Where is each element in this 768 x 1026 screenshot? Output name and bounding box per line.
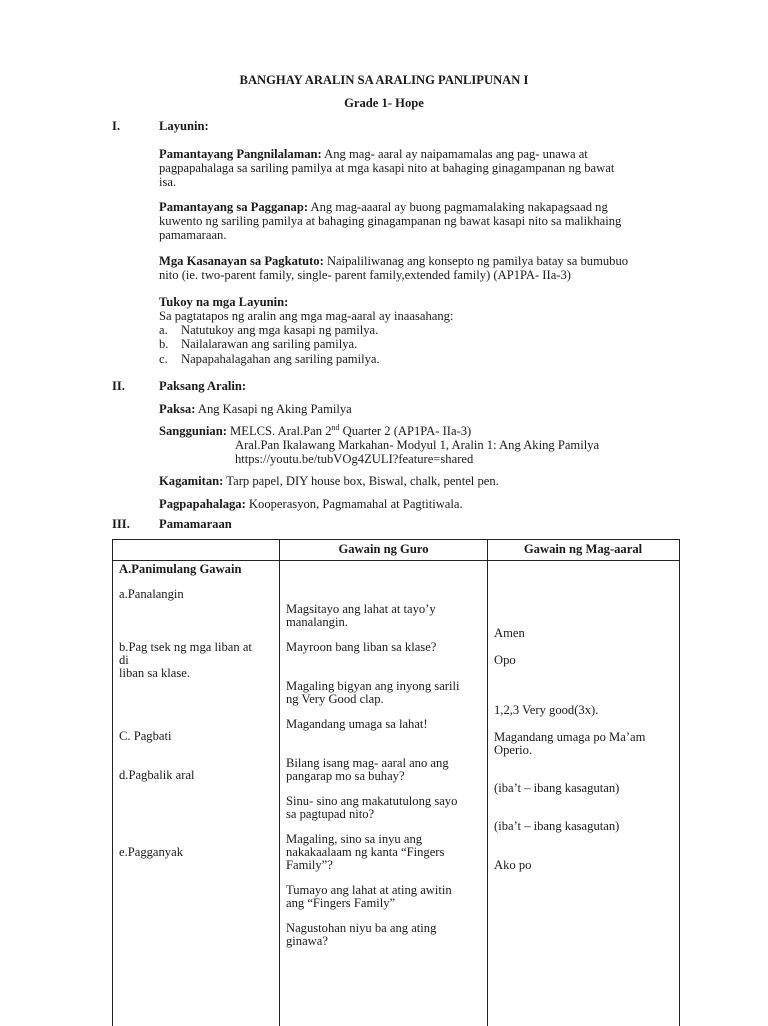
pagganap-text: Ang mag-aaaral ay buong pagmamalaking nakapagsaad ng: [308, 200, 608, 214]
guro-line: nakakaalaam ng kanta “Fingers: [286, 845, 445, 859]
column-divider: [279, 540, 280, 1026]
list-item: [159, 323, 380, 337]
step-pagtsek: b.Pag tsek ng mga liban at: [119, 640, 252, 654]
guro-line: Magsitayo ang lahat at tayo’y: [286, 602, 436, 616]
sanggunian-text: Quarter 2 (AP1PA- IIa-3): [339, 424, 472, 438]
sanggunian-line: [159, 424, 471, 438]
mag-aaral-line: Ako po: [494, 858, 532, 872]
guro-line: Magandang umaga sa lahat!: [286, 717, 428, 731]
tukoy-label: Tukoy na mga Layunin:: [159, 295, 289, 309]
guro-line: Sinu- sino ang makatutulong sayo: [286, 794, 458, 808]
list-item-text: Napapahalagahan ang sariling pamilya.: [181, 351, 380, 366]
step-pagbalik-aral: d.Pagbalik aral: [119, 768, 195, 782]
mag-aaral-line: Magandang umaga po Ma’am: [494, 730, 646, 744]
paksa-line: [159, 402, 352, 416]
kagamitan-label: Kagamitan:: [159, 474, 224, 488]
step-pagganyak: e.Pagganyak: [119, 845, 183, 859]
guro-line: sa pagtupad nito?: [286, 807, 375, 821]
mag-aaral-line: Amen: [494, 626, 525, 640]
pamantayang-pagganap: [159, 200, 679, 242]
guro-line: Magaling, sino sa inyu ang: [286, 832, 423, 846]
sanggunian-text: MELCS. Aral.Pan 2: [226, 424, 332, 438]
tukoy-intro: Sa pagtatapos ng aralin ang mga mag-aaral ay inaasahang:: [159, 309, 454, 323]
pangnilalaman-text-line: pagpapahalaga sa sariling pamilya at mga kasapi nito at bahaging ginagampanan ng bawat: [159, 161, 615, 175]
header-row-divider: [113, 560, 679, 561]
list-item: [159, 337, 380, 351]
pangnilalaman-text-line: isa.: [159, 175, 177, 189]
guro-line: Magaling bigyan ang inyong sarili: [286, 679, 460, 693]
table-header-mag-aaral: Gawain ng Mag-aaral: [523, 542, 643, 556]
kasanayan-text-line: nito (ie. two-parent family, single- parent family,extended family) (AP1PA- IIa-3): [159, 268, 571, 282]
guro-line: manalangin.: [286, 615, 348, 629]
section-3-numeral: III.: [112, 517, 130, 531]
guro-line: Family”?: [286, 858, 333, 872]
sanggunian-label: Sanggunian:: [159, 424, 227, 438]
mga-kasanayan: [159, 254, 679, 282]
list-item: [159, 352, 380, 366]
section-1-heading: Layunin:: [159, 119, 209, 133]
list-item-text: Natutukoy ang mga kasapi ng pamilya.: [181, 323, 379, 337]
section-3-heading: Pamamaraan: [159, 517, 232, 531]
guro-line: ng Very Good clap.: [286, 692, 384, 706]
guro-line: Mayroon bang liban sa klase?: [286, 640, 437, 654]
kagamitan-line: [159, 474, 499, 488]
list-marker: b.: [159, 337, 169, 352]
step-pagtsek-line: liban sa klase.: [119, 666, 190, 680]
pagganap-label: Pamantayang sa Pagganap:: [159, 200, 309, 214]
pagganap-text-line: pamamaraan.: [159, 228, 227, 242]
objectives-list: [159, 323, 380, 366]
document-title: BANGHAY ARALIN SA ARALING PANLIPUNAN I: [239, 73, 529, 87]
guro-line: pangarap mo sa buhay?: [286, 769, 405, 783]
guro-line: ginawa?: [286, 934, 328, 948]
step-pagbati: C. Pagbati: [119, 729, 172, 743]
guro-line: ang “Fingers Family”: [286, 896, 396, 910]
sanggunian-line-2: Aral.Pan Ikalawang Markahan- Modyul 1, Aralin 1: Ang Aking Pamilya: [235, 438, 600, 452]
mag-aaral-line: (iba’t – ibang kasagutan): [494, 819, 620, 833]
pagpapahalaga-line: [159, 497, 463, 511]
pangnilalaman-text: Ang mag- aaral ay naipamamalas ang pag- unawa at: [321, 147, 588, 161]
sanggunian-link[interactable]: https://youtu.be/tubVOg4ZULI?feature=shared: [235, 452, 474, 466]
pagganap-text-line: kuwento ng sariling pamilya at bahaging ginagampanan ng bawat kasapi nito sa malikhaing: [159, 214, 622, 228]
panimulang-gawain-heading: A.Panimulang Gawain: [119, 562, 242, 576]
column-divider: [487, 540, 488, 1026]
paksa-text: Ang Kasapi ng Aking Pamilya: [195, 402, 352, 416]
mag-aaral-line: (iba’t – ibang kasagutan): [494, 781, 620, 795]
mag-aaral-line: Opo: [494, 653, 516, 667]
kasanayan-label: Mga Kasanayan sa Pagkatuto:: [159, 254, 324, 268]
step-pagtsek-line: di: [119, 653, 129, 667]
mag-aaral-line: Operio.: [494, 743, 533, 757]
pagpapahalaga-label: Pagpapahalaga:: [159, 497, 246, 511]
paksa-label: Paksa:: [159, 402, 196, 416]
section-2-heading: Paksang Aralin:: [159, 379, 247, 393]
pagpapahalaga-text: Kooperasyon, Pagmamahal at Pagtitiwala.: [245, 497, 463, 511]
pangnilalaman-label: Pamantayang Pangnilalaman:: [159, 147, 322, 161]
list-item-text: Nailalarawan ang sariling pamilya.: [181, 337, 358, 352]
section-1-numeral: I.: [112, 119, 121, 133]
guro-line: Bilang isang mag- aaral ano ang: [286, 756, 449, 770]
list-marker: a.: [159, 323, 168, 337]
mag-aaral-line: 1,2,3 Very good(3x).: [494, 703, 599, 717]
section-2-numeral: II.: [112, 379, 125, 393]
step-panalangin: a.Panalangin: [119, 587, 184, 601]
superscript: nd: [331, 422, 340, 432]
tukoy-na-layunin: [159, 295, 679, 323]
guro-line: Tumayo ang lahat at ating awitin: [286, 883, 452, 897]
grade-label: Grade 1- Hope: [344, 96, 424, 110]
list-marker: c.: [159, 351, 168, 366]
guro-line: Nagustohan niyu ba ang ating: [286, 921, 437, 935]
procedure-table: [112, 539, 680, 1026]
kagamitan-text: Tarp papel, DIY house box, Biswal, chalk, pentel pen.: [223, 474, 499, 488]
pamantayang-pangnilalaman: [159, 147, 679, 189]
table-header-guro: Gawain ng Guro: [338, 542, 429, 556]
kasanayan-text: Naipaliliwanag ang konsepto ng pamilya batay sa bumubuo: [323, 254, 629, 268]
